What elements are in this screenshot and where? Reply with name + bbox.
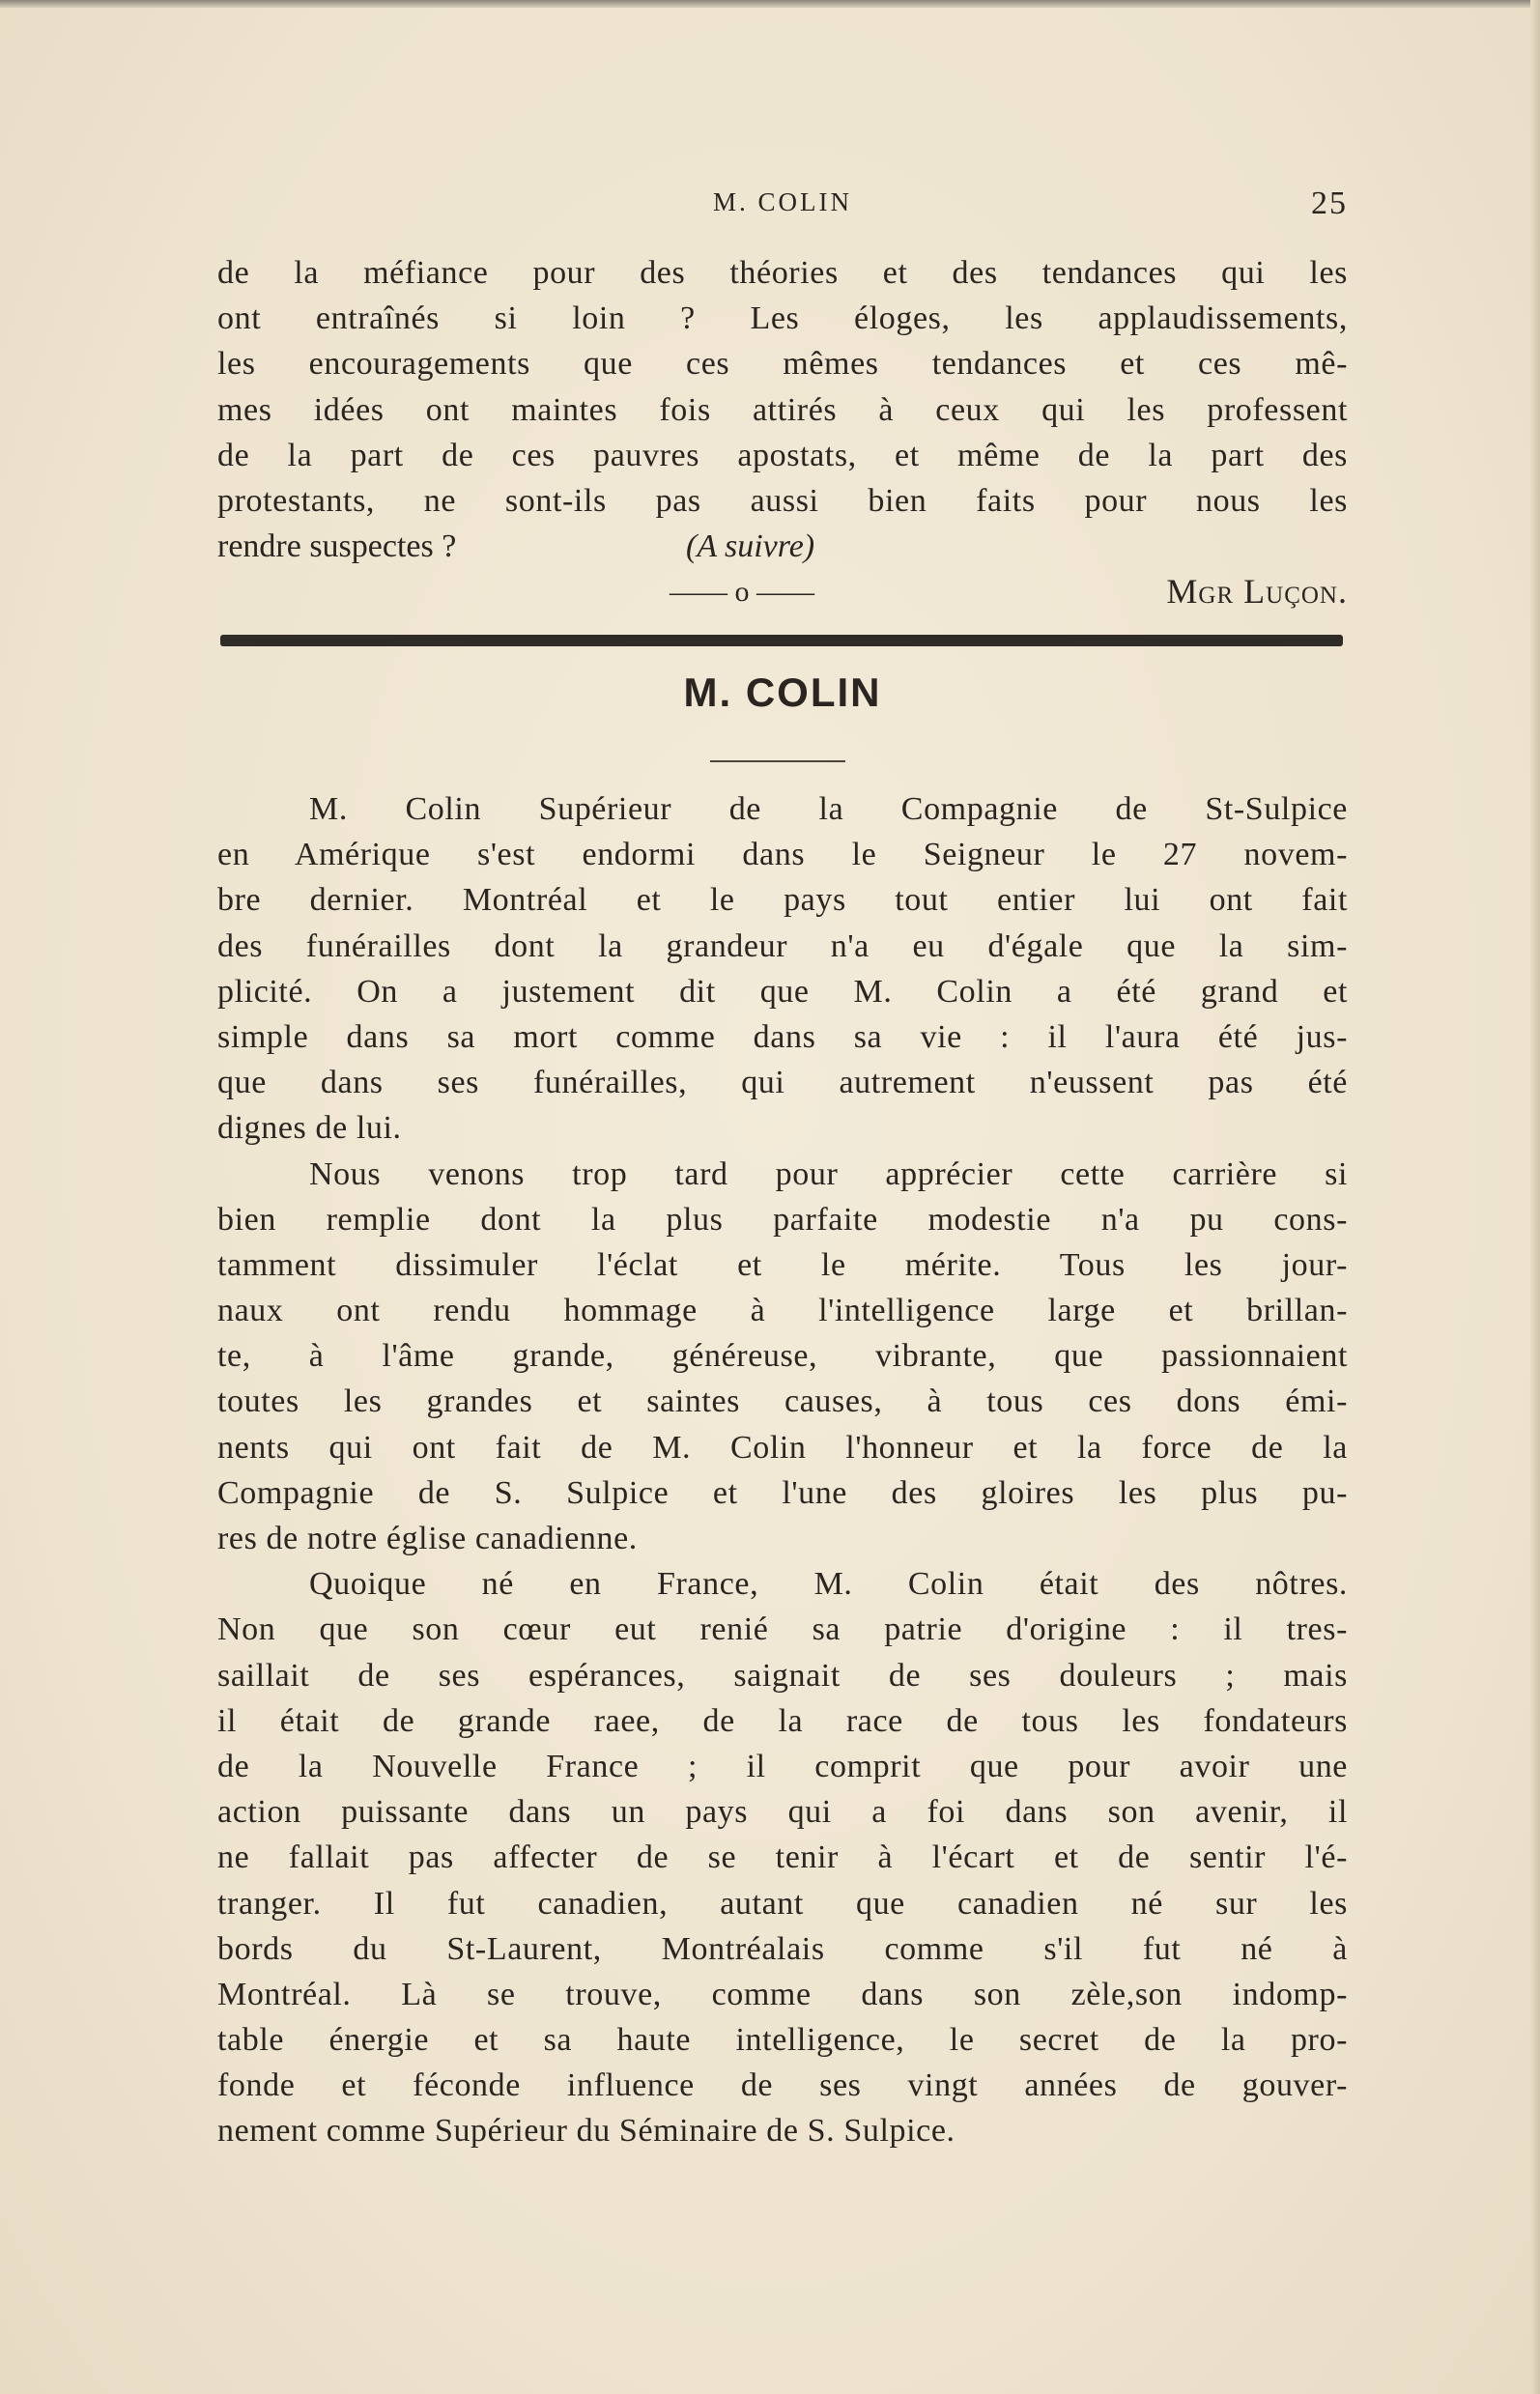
text-line: saillait de ses espérances, saignait de ses douleurs ; mais	[217, 1657, 1348, 1694]
text-line: ont entraînés si loin ? Les éloges, les applaudissements,	[217, 300, 1348, 337]
text-line: tranger. Il fut canadien, autant que canadien né sur les	[217, 1885, 1348, 1922]
page-header	[217, 185, 1348, 224]
text-line: plicité. On a justement dit que M. Colin a été grand et	[217, 973, 1348, 1010]
continuation-end	[217, 524, 1348, 620]
text-line: Nous venons trop tard pour apprécier cette carrière si	[309, 1155, 1348, 1192]
text-line: il était de grande raee, de la race de tous les fondateurs	[217, 1702, 1348, 1739]
text-line: fonde et féconde influence de ses vingt années de gouver-	[217, 2067, 1348, 2104]
text-line: protestants, ne sont-ils pas aussi bien faits pour nous les	[217, 482, 1348, 519]
text-line: Montréal. Là se trouve, comme dans son zèle,son indomp-	[217, 1976, 1348, 2012]
text-line: en Amérique s'est endormi dans le Seigneur le 27 novem-	[217, 837, 1348, 873]
text-line: que dans ses funérailles, qui autrement n'eussent pas été	[217, 1065, 1348, 1101]
final-line: rendre suspectes ?	[217, 528, 457, 564]
text-line: nement comme Supérieur du Séminaire de S. Sulpice.	[217, 2113, 955, 2150]
text-line: naux ont rendu hommage à l'intelligence large et brillan-	[217, 1293, 1348, 1329]
text-line: de la Nouvelle France ; il comprit que pour avoir une	[217, 1748, 1348, 1784]
text-line: bien remplie dont la plus parfaite modestie n'a pu cons-	[217, 1201, 1348, 1238]
page-top-edge	[0, 0, 1540, 8]
text-line: toutes les grandes et saintes causes, à tous ces dons émi-	[217, 1383, 1348, 1420]
text-line: tamment dissimuler l'éclat et le mérite. Tous les jour-	[217, 1246, 1348, 1283]
text-line: M. Colin Supérieur de la Compagnie de St-Sulpice	[309, 791, 1348, 827]
title-underline	[710, 760, 845, 762]
text-line: nents qui ont fait de M. Colin l'honneur et la force de la	[217, 1429, 1348, 1466]
paragraph	[217, 1152, 1348, 1562]
text-line: mes idées ont maintes fois attirés à ceux qui les professent	[217, 391, 1348, 428]
continuation-text	[217, 250, 1348, 524]
text-line: Compagnie de S. Sulpice et l'une des gloires les plus pu-	[217, 1474, 1348, 1511]
text-line: de la part de ces pauvres apostats, et même de la part des	[217, 437, 1348, 473]
author-signature: Mgr Luçon.	[1166, 572, 1348, 611]
page-right-edge	[1530, 0, 1540, 2394]
text-line: les encouragements que ces mêmes tendances et ces mê-	[217, 346, 1348, 383]
ornament-divider: —— o ——	[670, 576, 814, 608]
text-line: dignes de lui.	[217, 1110, 402, 1147]
text-line: des funérailles dont la grandeur n'a eu d'égale que la sim-	[217, 927, 1348, 964]
section-rule	[220, 635, 1343, 646]
text-line: action puissante dans un pays qui a foi dans son avenir, il	[217, 1794, 1348, 1831]
text-line: res de notre église canadienne.	[217, 1521, 638, 1556]
text-line: bords du St-Laurent, Montréalais comme s'il fut né à	[217, 1930, 1348, 1967]
paragraph	[217, 786, 1348, 1152]
text-line: simple dans sa mort comme dans sa vie : il l'aura été jus-	[217, 1018, 1348, 1055]
running-title: M. COLIN	[713, 187, 852, 216]
paragraph	[217, 1561, 1348, 2153]
text-line: table énergie et sa haute intelligence, le secret de la pro-	[217, 2022, 1348, 2059]
article-body	[217, 786, 1348, 2154]
to-be-continued: (A suivre)	[686, 528, 815, 564]
text-line: te, à l'âme grande, généreuse, vibrante, que passionnaient	[217, 1338, 1348, 1375]
text-line: Quoique né en France, M. Colin était des nôtres.	[309, 1566, 1348, 1603]
text-line: bre dernier. Montréal et le pays tout entier lui ont fait	[217, 882, 1348, 919]
text-line: ne fallait pas affecter de se tenir à l'écart et de sentir l'é-	[217, 1839, 1348, 1876]
text-line: de la méfiance pour des théories et des tendances qui les	[217, 255, 1348, 291]
article-title: M. COLIN	[683, 670, 882, 715]
page-number: 25	[1311, 185, 1348, 221]
text-line: Non que son cœur eut renié sa patrie d'origine : il tres-	[217, 1611, 1348, 1648]
